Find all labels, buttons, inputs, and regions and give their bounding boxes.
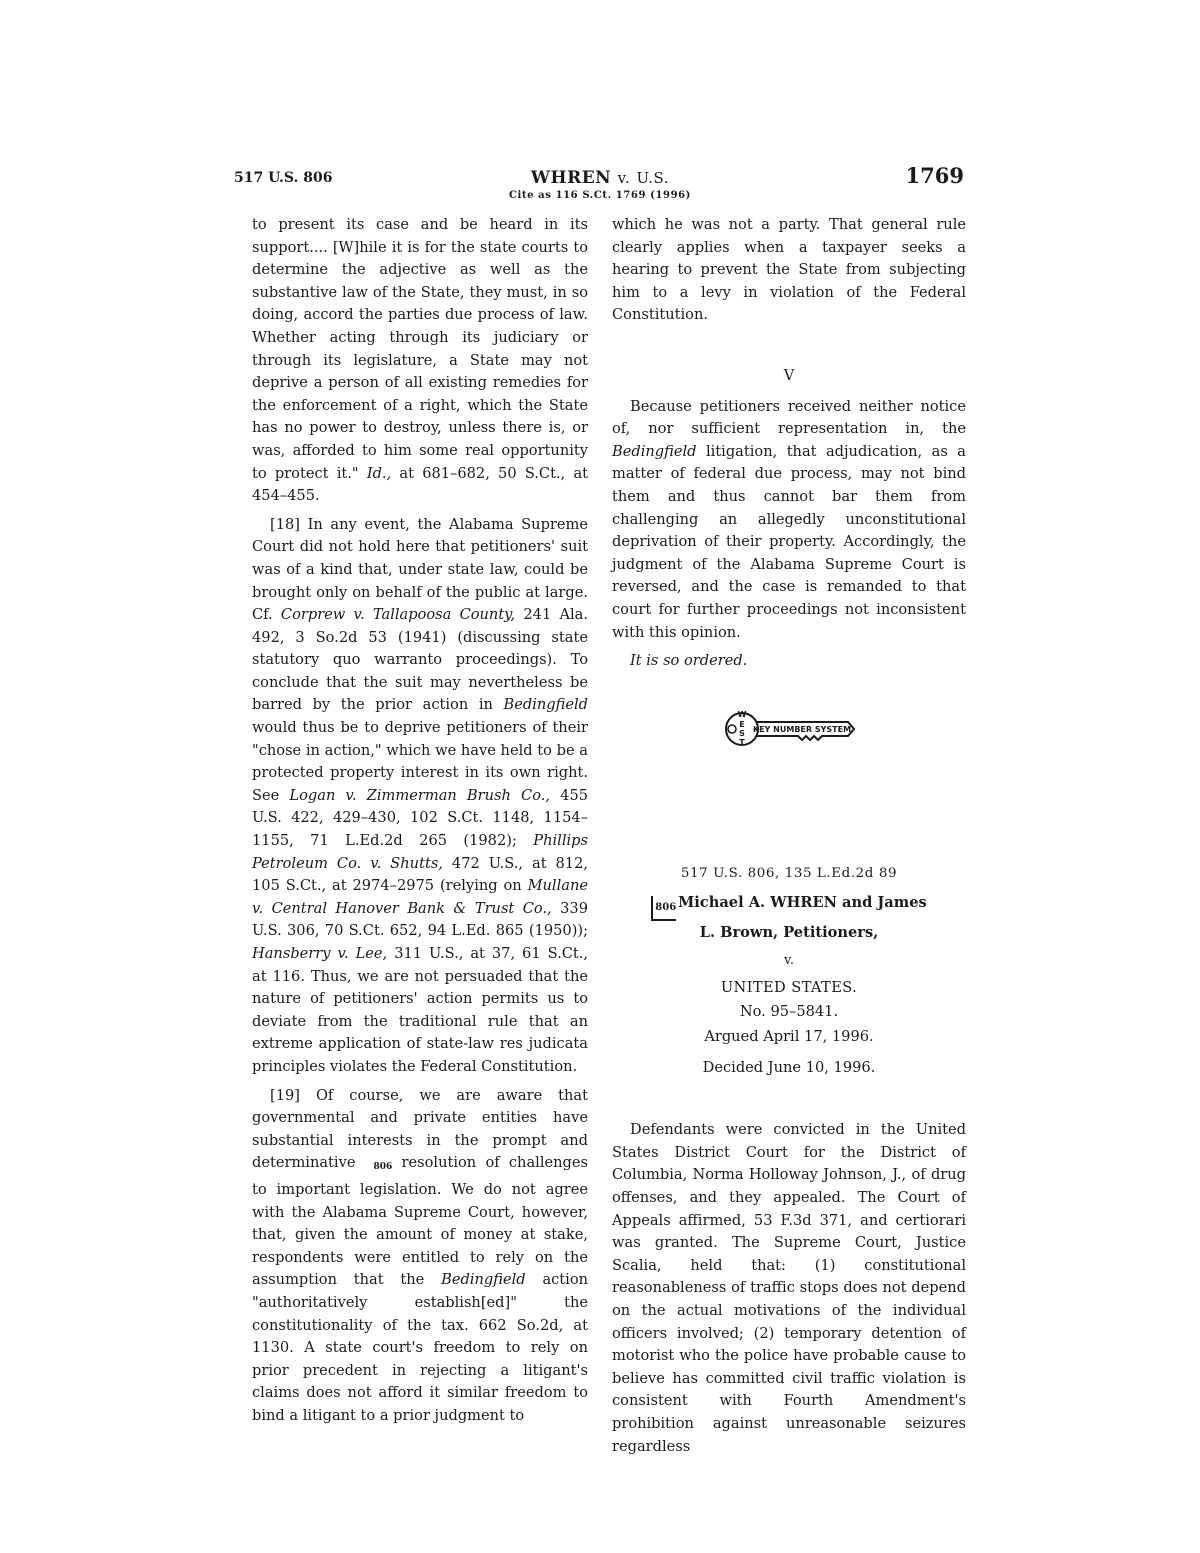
- header-title-versus: v.: [617, 169, 631, 187]
- text-run: would thus be to deprive petitioners of their "chose in action," which we have held to be a protected property interest in its own right. See: [252, 719, 588, 804]
- text-run: Of course, we are aware that governmental and private entities have substantial interests in the prompt and determinative: [252, 1086, 589, 1172]
- text-run: 339 U.S. 306, 70 S.Ct. 652, 94 L.Ed. 865 (1950));: [252, 899, 588, 940]
- text-run: litigation, that adjudication, as a matter of federal due process, may not bind them and thus cannot bar them from challenging an allegedly unconstitutional deprivation of their property. Accordingly, the judgment of the Alabama Supreme Court is reversed, and the case is remanded to that court for further proceedings not inconsistent with this opinion.: [612, 442, 967, 641]
- order-line: It is so ordered.: [630, 652, 748, 670]
- case-name: Phillips Petroleum Co. v. Shutts,: [252, 832, 588, 872]
- text-run: resolution of challenges to important legislation. We do not agree with the Alabama Supreme Court, however, that, given the amount of money at stake, respondents were entitled to rely on the assumption that the: [252, 1154, 588, 1289]
- text-run: 472 U.S., at 812, 105 S.Ct., at 2974–2975 (relying on: [252, 854, 589, 895]
- logo-text: KEY NUMBER SYSTEM: [752, 724, 852, 734]
- logo-letter-w: W: [737, 709, 747, 719]
- headnote-19: [19]: [270, 1086, 300, 1104]
- header-page-number: 1769: [905, 163, 964, 188]
- case-name: Logan v. Zimmerman Brush Co.,: [289, 786, 551, 804]
- right-paragraph-1: which he was not a party. That general rule clearly applies when a taxpayer seeks a hearing to prevent the State from subjecting him to a levy in violation of the Federal Constitution.: [612, 216, 966, 324]
- right-column: [612, 214, 966, 1458]
- case-name: Hansberry v. Lee,: [252, 945, 388, 962]
- text-run: action "authoritatively establish[ed]" the constitutionality of the tax. 662 So.2d, at 1130. A state court's freedom to rely on prior precedent in rejecting a litigant's claims does not afford it similar freedom to bind a litigant to a prior judgment to: [252, 1271, 589, 1424]
- header-cite-as: Cite as 116 S.Ct. 1769 (1996): [508, 190, 692, 201]
- decided-date: Decided June 10, 1996.: [702, 1058, 876, 1076]
- right-paragraph-2: [612, 396, 966, 645]
- text-run: 455 U.S. 422, 429–430, 102 S.Ct. 1148, 1154–1155, 71 L.Ed.2d 265 (1982);: [252, 786, 589, 850]
- logo-letter-t: T: [739, 737, 745, 747]
- case-name: Mullane v. Central Hanover Bank & Trust Co.,: [252, 877, 588, 917]
- parties-line-1: Michael A. WHREN and James: [678, 894, 927, 912]
- key-number-logo-icon: [718, 707, 858, 759]
- header-case-title: [234, 168, 966, 188]
- header-reporter-cite: 517 U.S. 806: [234, 170, 333, 186]
- case-name: Bedingfield: [503, 696, 589, 714]
- case-name: Bedingfield: [441, 1271, 526, 1289]
- syllabus-summary: Defendants were convicted in the United States District Court for the District of Columbia, Norma Holloway Johnson, J., of drug offenses, and they appealed. The Court of Appeals affirmed, 53 F.3d 371, and certiorari was granted. The Supreme Court, Justice Scalia, held that: (1) constitutional reasonableness of traffic stops does not depend on the actual motivations of the individual officers involved; (2) temporary detention of motorist who the police have probable cause to believe has committed civil traffic violation is consistent with Fourth Amendment's prohibition against unreasonable seizures regardless: [612, 1121, 966, 1455]
- docket-number: No. 95–5841.: [739, 1003, 839, 1021]
- left-paragraph-1: [252, 214, 588, 508]
- running-header: [234, 163, 966, 210]
- parties-line-2: L. Brown, Petitioners,: [699, 924, 879, 942]
- text-run: 241 Ala. 492, 3 So.2d 53 (1941) (discussing state statutory quo warranto proceedings). To conclude that the suit may nevertheless be barred by the prior action in: [252, 606, 589, 714]
- text-run: 311 U.S., at 37, 61 S.Ct., at 116. Thus, we are not persuaded that the nature of petitioners' action permits us to deviate from the traditional rule that an extreme application of state-law res judicata principles violates the Federal Constitution.: [252, 945, 589, 1075]
- logo-letter-e: E: [739, 719, 745, 729]
- case-citation: 517 U.S. 806, 135 L.Ed.2d 89: [680, 865, 898, 881]
- id-cite: Id.,: [366, 464, 392, 482]
- respondent-name: UNITED STATES.: [720, 978, 858, 996]
- case-name: Bedingfield: [612, 442, 697, 460]
- quote-text: to present its case and be heard in its support.... [W]hile it is for the state courts to determine the adjective as well as the substantive law of the State, they must, in so doing, accord the parties due process of law. Whether acting through its judiciary or through its legislature, a State may not deprive a person of all existing remedies for the enforcement of a right, which the State has no power to destroy, unless there is, or was, afforded to him some real opportunity to protect it.": [252, 216, 588, 482]
- argued-date: Argued April 17, 1996.: [704, 1028, 874, 1046]
- logo-letter-s: S: [739, 728, 745, 738]
- header-title-respondent: U.S.: [636, 169, 670, 187]
- header-title-petitioner: WHREN: [530, 168, 612, 188]
- text-run: In any event, the Alabama Supreme Court did not hold here that petitioners' suit was of a kind that, under state law, could be brought only on behalf of the public at large. Cf.: [252, 515, 589, 624]
- case-parties: [612, 891, 966, 944]
- page-break-marker: 806: [373, 1162, 393, 1173]
- case-caption: [612, 863, 966, 1080]
- left-paragraph-2: [252, 514, 588, 1079]
- versus-line: v.: [784, 953, 794, 969]
- quote-cite: at 681–682, 50 S.Ct., at 454–455.: [252, 464, 589, 505]
- section-heading: V: [783, 366, 795, 384]
- left-paragraph-3: [252, 1085, 588, 1428]
- headnote-18: [18]: [270, 515, 300, 533]
- left-column: [252, 214, 588, 1427]
- case-name: Corprew v. Tallapoosa County,: [280, 606, 516, 624]
- text-run: Because petitioners received neither notice of, nor sufficient representation in, the: [612, 397, 966, 438]
- page-break-marker: 806: [651, 896, 676, 921]
